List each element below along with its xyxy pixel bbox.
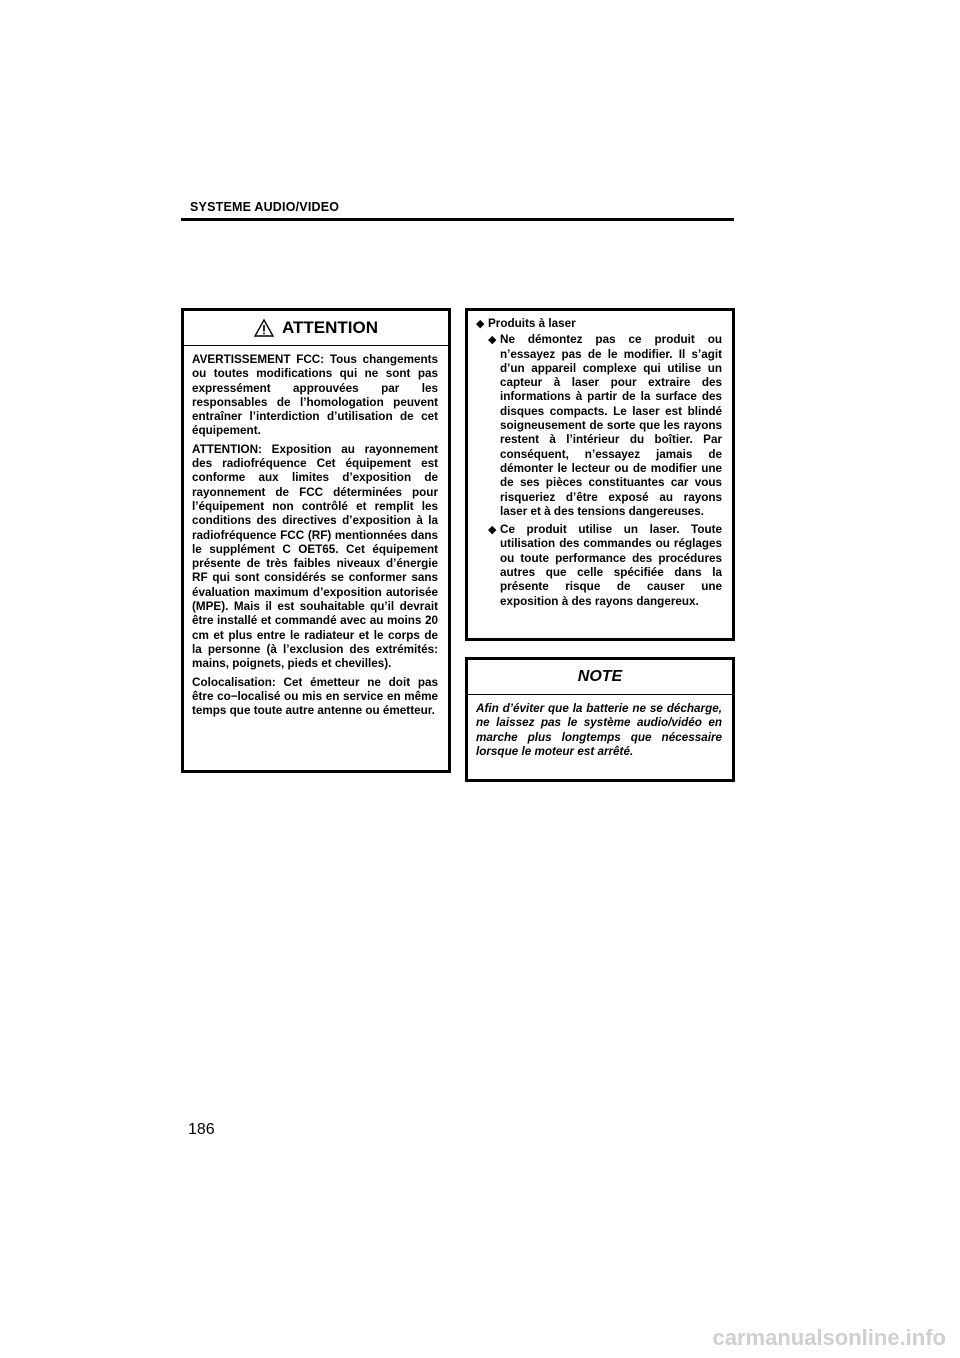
laser-body	[468, 311, 732, 609]
attention-body	[184, 346, 448, 718]
attention-paragraph-colocation: Colocalisation: Cet émetteur ne doit pas être co−localisé ou mis en service en même temps que toute autre antenne ou émetteur.	[192, 675, 438, 718]
site-watermark: carmanualsonline.info	[712, 1325, 946, 1350]
attention-heading: ATTENTION	[281, 318, 378, 337]
laser-box	[465, 308, 735, 641]
laser-item	[488, 523, 722, 609]
attention-paragraph-fcc: AVERTISSEMENT FCC: Tous changements ou toutes modifications qui ne sont pas expressément approuvées par les responsables de l’homologation peuvent entraîner l’interdiction d’utilisation de cet équipement.	[192, 353, 438, 438]
note-header	[468, 660, 732, 695]
note-text: Afin d’éviter que la batterie ne se décharge, ne laissez pas le système audio/vidéo en marche plus longtemps que nécessaire lorsque le moteur est arrêté.	[476, 702, 722, 758]
note-heading: NOTE	[577, 668, 623, 685]
attention-box	[181, 308, 451, 773]
laser-item-text: Ce produit utilise un laser. Toute utilisation des commandes ou réglages ou toute performance des procédures autres que celle spécifiée dans la présente risque de causer une exposition à des rayons dangereux.	[500, 523, 722, 608]
page-number: 186	[188, 1121, 215, 1138]
laser-item-text: Ne démontez pas ce produit ou n’essayez pas de le modifier. Il s’agit d’un appareil complexe qui utilise un capteur à laser pour extraire des informations à partir de la surface des disques compacts. Le laser est blindé soigneusement de sorte que les rayons restent à l’intérieur du boîtier. Par conséquent, n’essayez jamais de démonter le lecteur ou de modifier une de ses pièces constituantes car vous risqueriez d’être exposé au rayons laser et à des tensions dangereuses.	[500, 333, 722, 518]
laser-title: Produits à laser	[488, 317, 576, 330]
diamond-bullet-icon: ◆	[476, 318, 485, 330]
laser-section	[476, 317, 722, 609]
section-header-title: SYSTEME AUDIO/VIDEO	[190, 200, 340, 214]
note-body	[468, 695, 732, 759]
header-rule	[181, 218, 734, 221]
attention-paragraph-exposure: ATTENTION: Exposition au rayonnement des radiofréquence Cet équipement est conforme aux limites d’exposition de rayonnement de FCC déterminées pour l’équipement non contrôlé et remplit les conditions des directives d’exposition à la radiofréquence FCC (RF) mentionnées dans le supplément C OET65. Cet équipement présente de très faibles niveaux d’énergie RF qui sont considérés se conformer sans évaluation maximum d’exposition autorisée (MPE). Mais il est souhaitable qu’il devrait être installé et commandé avec au moins 20 cm et plus entre le radiateur et le corps de la personne (à l’exclusion des extrémités: mains, poignets, pieds et chevilles).	[192, 442, 438, 671]
note-box	[465, 657, 735, 782]
laser-item	[488, 333, 722, 519]
attention-header	[184, 311, 448, 346]
diamond-bullet-icon: ◆	[488, 334, 497, 347]
warning-triangle-icon	[254, 319, 274, 337]
diamond-bullet-icon: ◆	[488, 524, 497, 537]
